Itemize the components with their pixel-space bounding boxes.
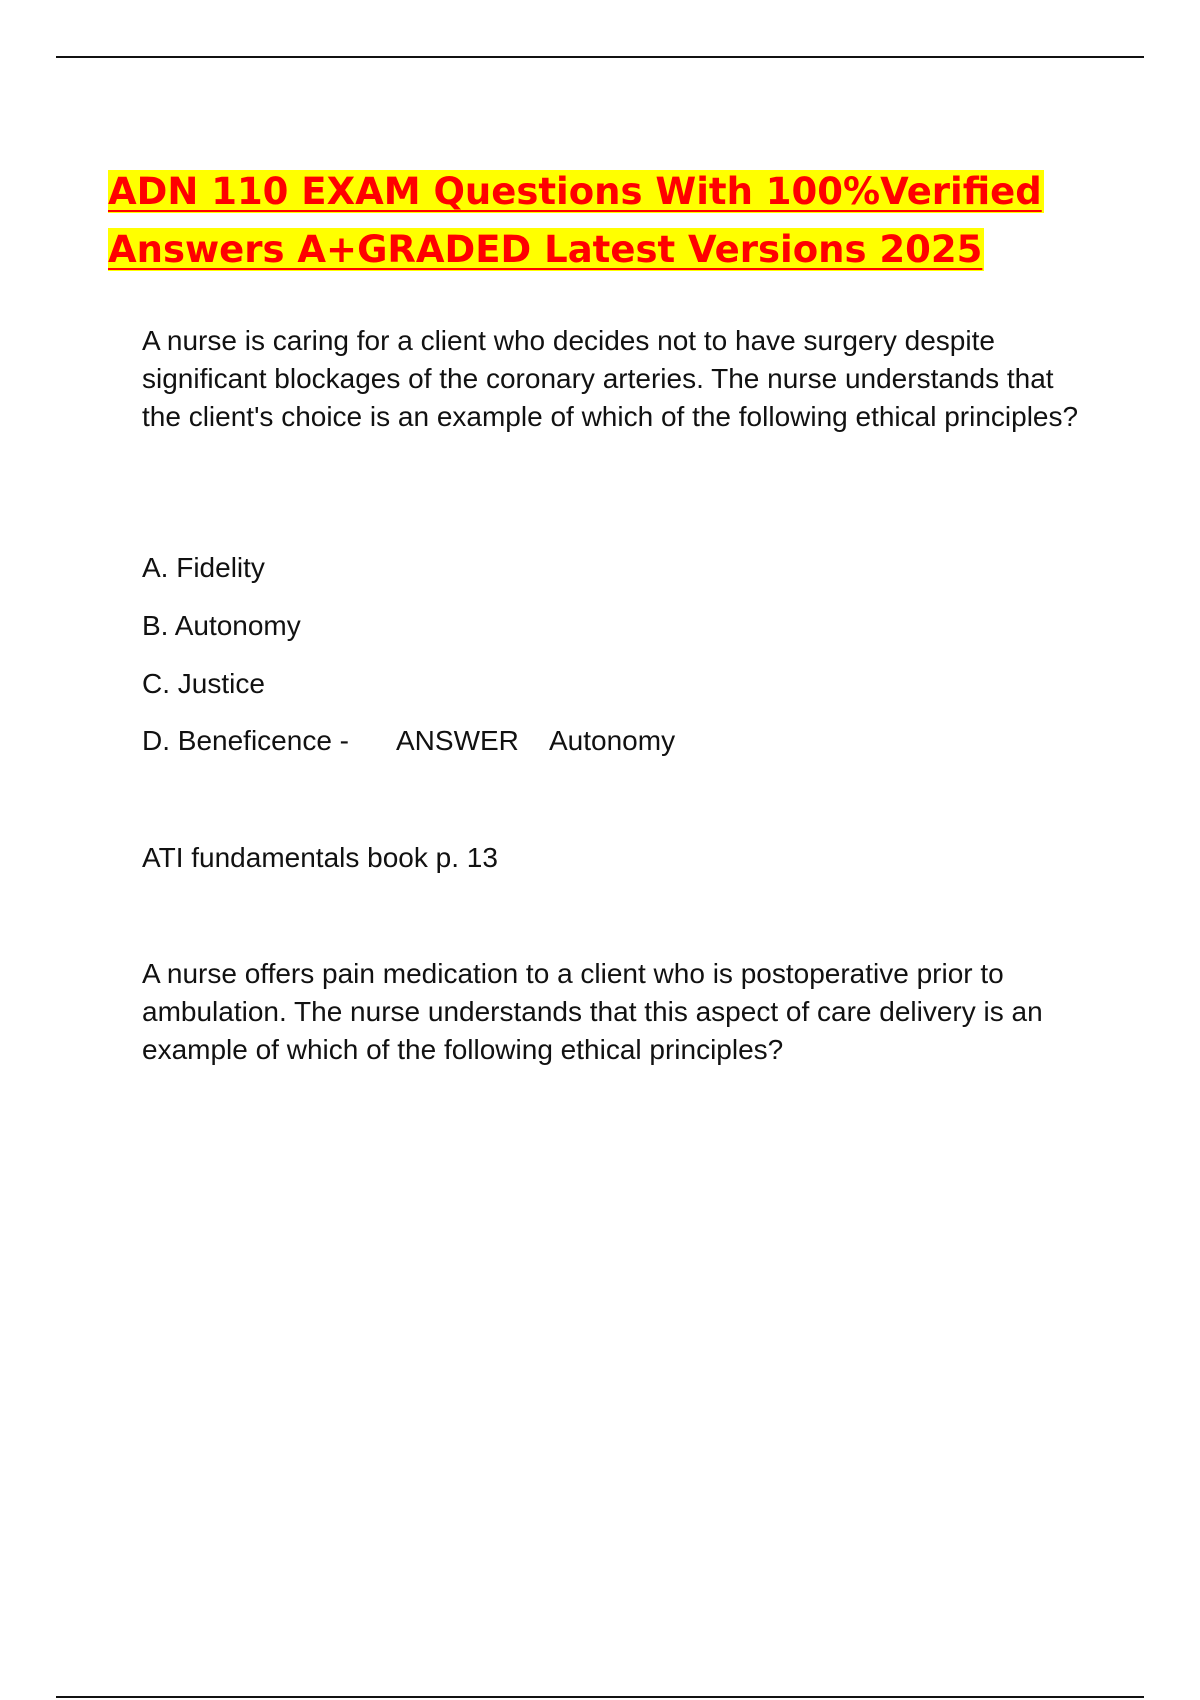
title-line-2: Answers A+GRADED Latest Versions 2025	[108, 228, 983, 271]
option-d: D. Beneficence -	[142, 725, 349, 756]
top-divider	[56, 56, 1144, 58]
title-line-1: ADN 110 EXAM Questions With 100%Verified	[108, 170, 1042, 213]
question-2-text: A nurse offers pain medication to a client who is postoperative prior to ambulation. The nurse understands that this aspect of care delivery is an example of which of the following ethical principles?	[142, 958, 1043, 1065]
page-title	[108, 163, 1128, 279]
answer-label: ANSWER	[396, 725, 519, 756]
answer-value: Autonomy	[549, 725, 676, 756]
question-1-text: A nurse is caring for a client who decides not to have surgery despite significant blockages of the coronary arteries. The nurse understands that the client's choice is an example of which of the following ethical principles?	[142, 325, 1079, 432]
bottom-divider	[56, 1696, 1144, 1698]
option-a: A. Fidelity	[142, 552, 265, 583]
reference-note: ATI fundamentals book p. 13	[142, 842, 498, 873]
option-b: B. Autonomy	[142, 610, 301, 641]
option-c: C. Justice	[142, 668, 265, 699]
